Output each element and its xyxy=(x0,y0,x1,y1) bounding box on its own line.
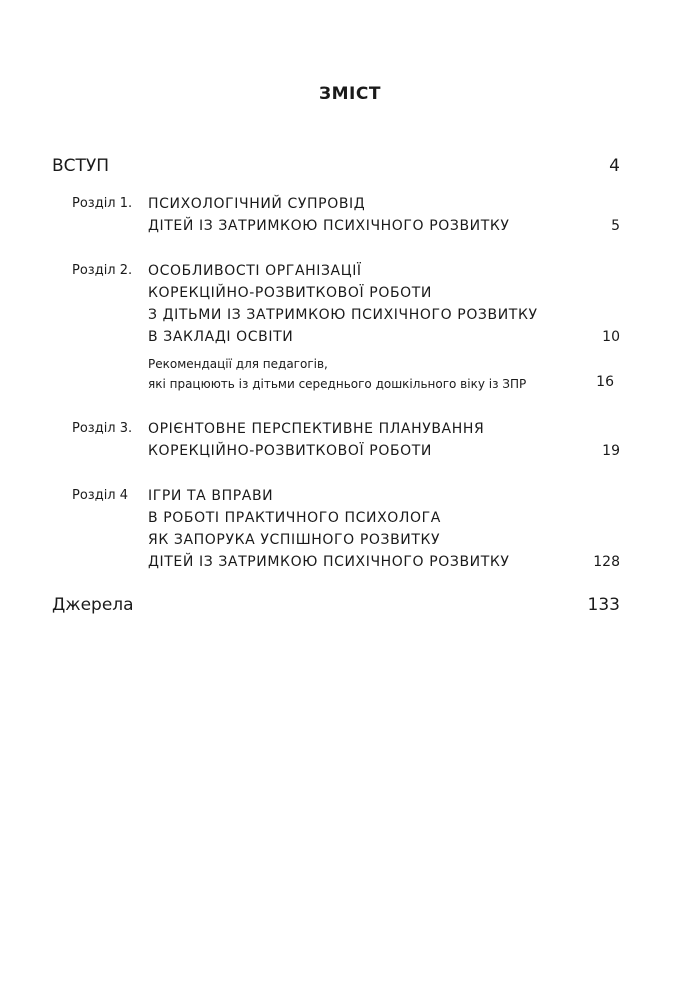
chapter-title-line: ДІТЕЙ ІЗ ЗАТРИМКОЮ ПСИХІЧНОГО РОЗВИТКУ xyxy=(148,554,510,570)
page-title: ЗМІСТ xyxy=(319,84,381,104)
chapter-label: Розділ 2. xyxy=(72,263,133,278)
toc-page-number: 4 xyxy=(609,156,620,176)
toc-page-number: 19 xyxy=(602,443,620,459)
chapter-label: Розділ 1. xyxy=(72,196,133,211)
chapter-title-line: З ДІТЬМИ ІЗ ЗАТРИМКОЮ ПСИХІЧНОГО РОЗВИТКУ xyxy=(148,307,538,323)
chapter-title-line: В РОБОТІ ПРАКТИЧНОГО ПСИХОЛОГА xyxy=(148,510,441,526)
subsection-title-line: Рекомендації для педагогів, xyxy=(148,357,328,371)
toc-page-number: 133 xyxy=(587,595,620,615)
chapter-title-line: ЯК ЗАПОРУКА УСПІШНОГО РОЗВИТКУ xyxy=(148,532,441,548)
chapter-title-line: КОРЕКЦІЙНО-РОЗВИТКОВОЇ РОБОТИ xyxy=(148,285,432,301)
subsection-title-line: які працюють із дітьми середнього дошкільного віку із ЗПР xyxy=(148,377,527,391)
toc-subsection-recommendations[interactable] xyxy=(148,354,620,394)
chapter-title xyxy=(148,260,548,348)
chapter-title xyxy=(148,418,548,462)
chapter-title xyxy=(148,485,548,573)
toc-page-number: 10 xyxy=(602,329,620,345)
chapter-title-line: КОРЕКЦІЙНО-РОЗВИТКОВОЇ РОБОТИ xyxy=(148,443,432,459)
chapter-title-line: ДІТЕЙ ІЗ ЗАТРИМКОЮ ПСИХІЧНОГО РОЗВИТКУ xyxy=(148,218,510,234)
chapter-title-line: ОСОБЛИВОСТІ ОРГАНІЗАЦІЇ xyxy=(148,263,362,279)
chapter-label: Розділ 3. xyxy=(72,421,133,436)
chapter-label: Розділ 4 xyxy=(72,488,129,503)
chapter-title-line: ІГРИ ТА ВПРАВИ xyxy=(148,488,274,504)
toc-page-number: 128 xyxy=(593,554,620,570)
chapter-title-line: ПСИХОЛОГІЧНИЙ СУПРОВІД xyxy=(148,196,366,212)
toc-entry-label: Джерела xyxy=(52,595,134,615)
chapter-title-line: ОРІЄНТОВНЕ ПЕРСПЕКТИВНЕ ПЛАНУВАННЯ xyxy=(148,421,485,437)
toc-page-number: 16 xyxy=(596,374,614,390)
toc-page-number: 5 xyxy=(611,218,620,234)
toc-entry-label: ВСТУП xyxy=(52,156,110,176)
chapter-title xyxy=(148,193,548,237)
chapter-title-line: В ЗАКЛАДІ ОСВІТИ xyxy=(148,329,294,345)
